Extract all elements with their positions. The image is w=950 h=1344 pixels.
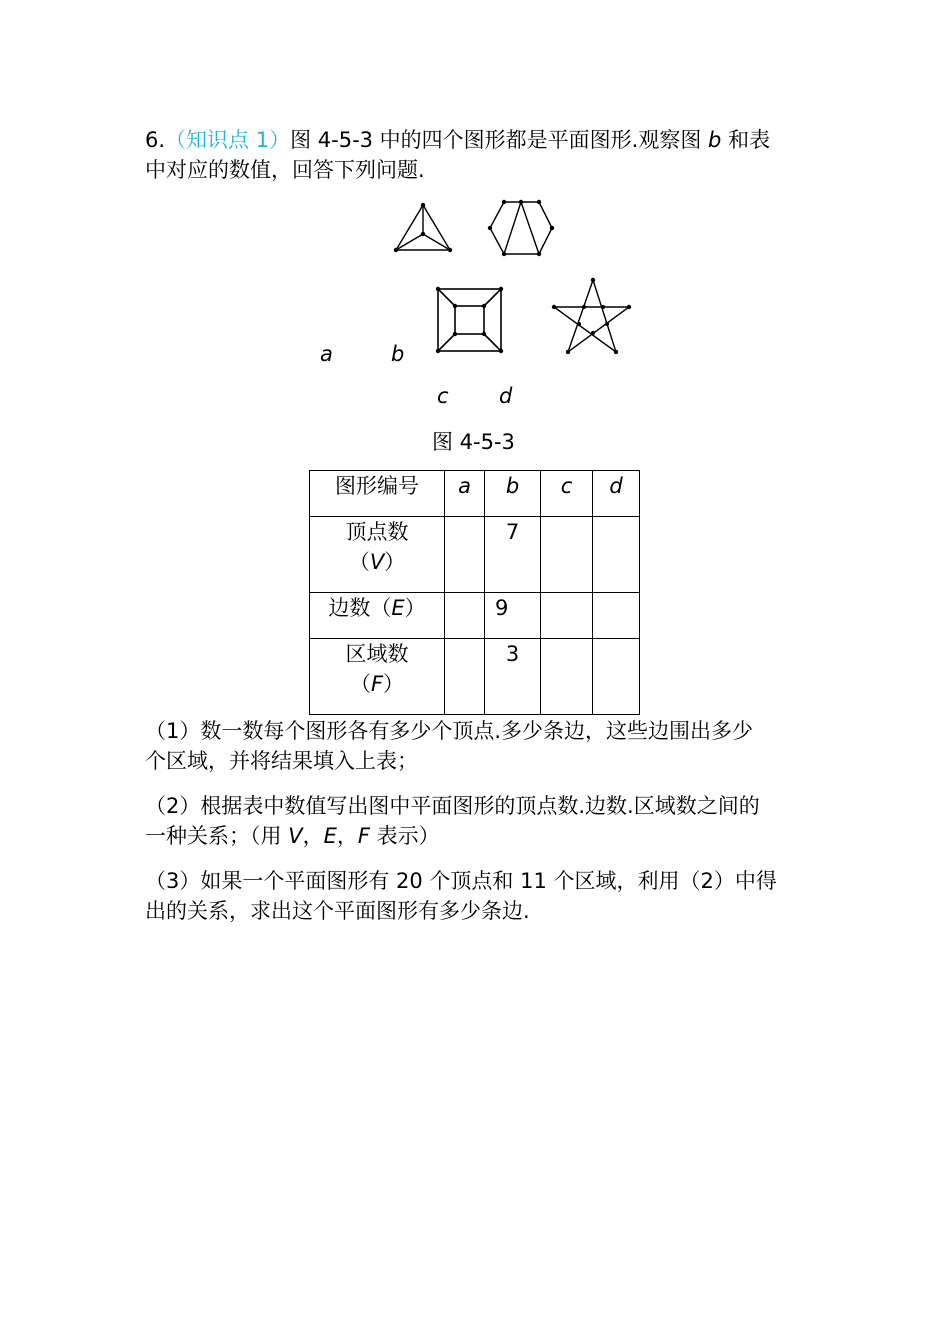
knowledge-point-tag: （知识点 1） (165, 128, 291, 152)
row-label-text: 区域数 (345, 642, 409, 666)
var-v: V (369, 550, 385, 574)
figure-b-hexagon (484, 195, 558, 263)
figure-label-c: c (437, 384, 449, 408)
part-1-line-2: 个区域，并将结果填入上表； (145, 749, 418, 773)
value-cell[interactable] (593, 639, 640, 715)
paren-open: （ (348, 550, 370, 574)
value-cell[interactable] (445, 639, 485, 715)
figure-c-nested-squares (434, 285, 506, 355)
figure-caption: 图 4-5-3 (432, 430, 515, 454)
data-table (309, 470, 640, 715)
figure-a-triangle (390, 198, 456, 256)
row-label-var-line (310, 669, 444, 699)
part-1-line-1: （1）数一数每个图形各有多少个顶点.多少条边，这些边围出多少 (145, 719, 754, 743)
value-cell[interactable] (541, 639, 593, 715)
var-f: F (370, 672, 384, 696)
question-stem-line-1 (145, 125, 770, 155)
value-cell[interactable]: 3 (485, 639, 541, 715)
part-2-line-2 (145, 821, 440, 851)
paren-close: ） (384, 550, 406, 574)
paren-open: （ (349, 672, 371, 696)
header-cell: b (485, 471, 541, 517)
part-2-text: 一种关系；（用 (145, 824, 282, 848)
table-row (310, 593, 640, 639)
stem-text-2: 和表 (728, 128, 771, 152)
figure-label-b: b (391, 342, 405, 366)
var-v: V (288, 824, 303, 848)
question-stem-line-2 (145, 155, 425, 185)
row-label (310, 593, 445, 639)
value-cell[interactable]: 7 (485, 517, 541, 593)
part-2-text-end: 表示） (376, 824, 440, 848)
header-cell: a (445, 471, 485, 517)
question-number: 6. (145, 128, 166, 152)
paren-close: ） (383, 672, 405, 696)
value-cell[interactable] (593, 593, 640, 639)
table-header-row (310, 471, 640, 517)
table-row (310, 639, 640, 715)
row-label-var-line (310, 547, 444, 577)
separator: ， (302, 824, 324, 848)
part-2-line-1: （2）根据表中数值写出图中平面图形的顶点数.边数.区域数之间的 (145, 794, 760, 818)
value-cell[interactable] (541, 517, 593, 593)
var-e: E (391, 596, 405, 620)
figure-label-a: a (320, 342, 333, 366)
header-cell: d (593, 471, 640, 517)
var-f: F (357, 824, 370, 848)
row-label-text: 边数（ (328, 596, 392, 620)
part-3-line-2: 出的关系，求出这个平面图形有多少条边. (145, 899, 530, 923)
figure-label-d: d (499, 384, 513, 408)
part-3-line-1: （3）如果一个平面图形有 20 个顶点和 11 个区域，利用（2）中得 (145, 869, 777, 893)
value-cell[interactable] (445, 517, 485, 593)
value-cell[interactable] (541, 593, 593, 639)
row-label (310, 639, 445, 715)
figure-d-pentagram (548, 274, 634, 360)
separator: ， (336, 824, 358, 848)
stem-text-1: 图 4-5-3 中的四个图形都是平面图形.观察图 (290, 128, 702, 152)
row-label-text: 顶点数 (345, 520, 409, 544)
stem-var-b: b (708, 128, 722, 152)
value-cell[interactable]: 9 (485, 593, 541, 639)
header-cell: c (541, 471, 593, 517)
var-e: E (323, 824, 337, 848)
table-row (310, 517, 640, 593)
value-cell[interactable] (593, 517, 640, 593)
value-cell[interactable] (445, 593, 485, 639)
paren-close: ） (404, 596, 426, 620)
header-cell: 图形编号 (310, 471, 445, 517)
row-label (310, 517, 445, 593)
stem-text-3: 中对应的数值，回答下列问题. (145, 158, 425, 182)
